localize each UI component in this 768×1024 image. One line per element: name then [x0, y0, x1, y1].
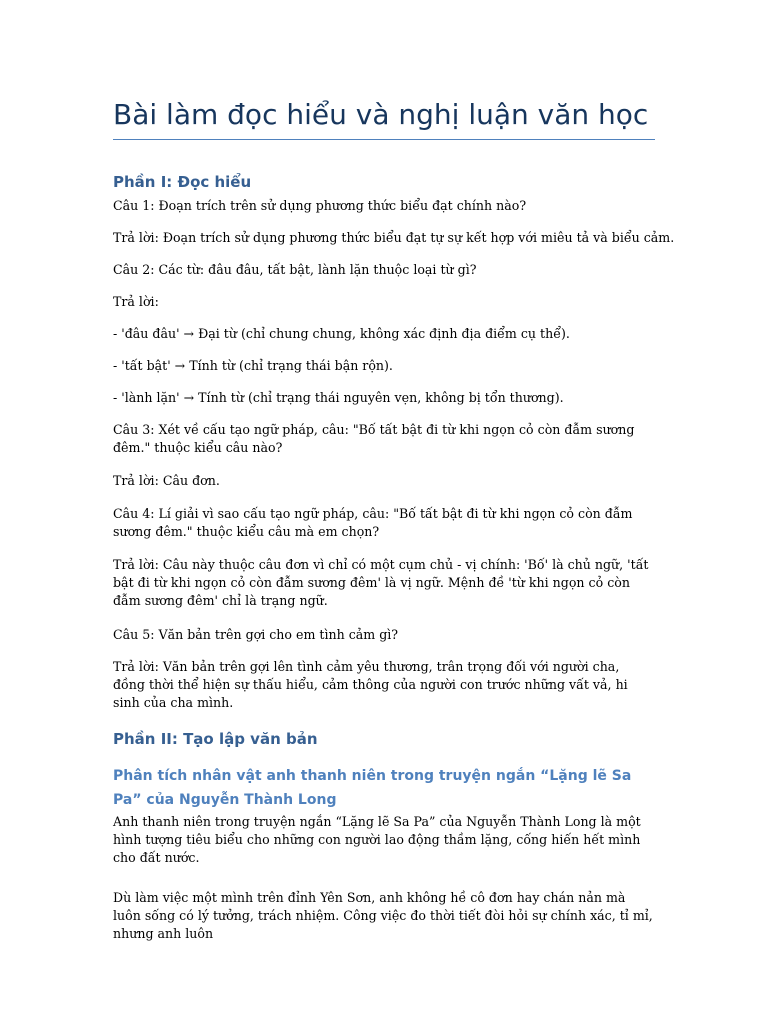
answer-2-intro: Trả lời: — [113, 294, 159, 309]
part1-heading: Phần I: Đọc hiểu — [113, 173, 252, 191]
document-title: Bài làm đọc hiểu và nghị luận văn học — [113, 98, 649, 131]
essay-paragraph-2: Dù làm việc một mình trên đỉnh Yên Sơn, anh không hề cô đơn hay chán nản mà luôn sống có lý tưởng, trách nhiệm. Công việc đo thời tiết đòi hỏi sự chính xác, tỉ mỉ, nhưng anh luôn — [113, 890, 653, 941]
part2-heading: Phần II: Tạo lập văn bản — [113, 730, 318, 748]
essay-paragraph-1: Anh thanh niên trong truyện ngắn “Lặng lẽ Sa Pa” của Nguyễn Thành Long là một hình tượng tiêu biểu cho những con người lao động thầm lặng, cống hiến hết mình cho đất nước. — [113, 814, 641, 865]
question-1: Câu 1: Đoạn trích trên sử dụng phương thức biểu đạt chính nào? — [113, 198, 527, 213]
answer-5: Trả lời: Văn bản trên gợi lên tình cảm yêu thương, trân trọng đối với người cha, đồng thời thể hiện sự thấu hiểu, cảm thông của người con trước những vất vả, hi sinh của cha mình. — [113, 659, 628, 710]
answer-2-item-2: - 'tất bật' → Tính từ (chỉ trạng thái bận rộn). — [113, 358, 393, 373]
question-2: Câu 2: Các từ: đâu đâu, tất bật, lành lặn thuộc loại từ gì? — [113, 262, 477, 277]
answer-3: Trả lời: Câu đơn. — [113, 473, 220, 488]
answer-1: Trả lời: Đoạn trích sử dụng phương thức biểu đạt tự sự kết hợp với miêu tả và biểu cảm. — [113, 230, 675, 245]
question-4: Câu 4: Lí giải vì sao cấu tạo ngữ pháp, câu: "Bố tất bật đi từ khi ngọn cỏ còn đẫm sương đêm." thuộc kiểu câu mà em chọn? — [113, 506, 633, 539]
question-3: Câu 3: Xét về cấu tạo ngữ pháp, câu: "Bố tất bật đi từ khi ngọn cỏ còn đẫm sương đêm." thuộc kiểu câu nào? — [113, 422, 635, 455]
answer-2-item-3: - 'lành lặn' → Tính từ (chỉ trạng thái nguyên vẹn, không bị tổn thương). — [113, 390, 564, 405]
essay-subheading: Phân tích nhân vật anh thanh niên trong truyện ngắn “Lặng lẽ Sa Pa” của Nguyễn Thành Long — [113, 768, 632, 808]
answer-4: Trả lời: Câu này thuộc câu đơn vì chỉ có một cụm chủ - vị chính: 'Bố' là chủ ngữ, 'tất bật đi từ khi ngọn cỏ còn đẫm sương đêm' là vị ngữ. Mệnh đề 'từ khi ngọn cỏ còn đẫm sương đêm' chỉ là trạng ngữ. — [113, 557, 649, 608]
title-underline — [113, 139, 655, 140]
question-5: Câu 5: Văn bản trên gợi cho em tình cảm gì? — [113, 627, 399, 642]
answer-2-item-1: - 'đâu đâu' → Đại từ (chỉ chung chung, không xác định địa điểm cụ thể). — [113, 326, 570, 341]
